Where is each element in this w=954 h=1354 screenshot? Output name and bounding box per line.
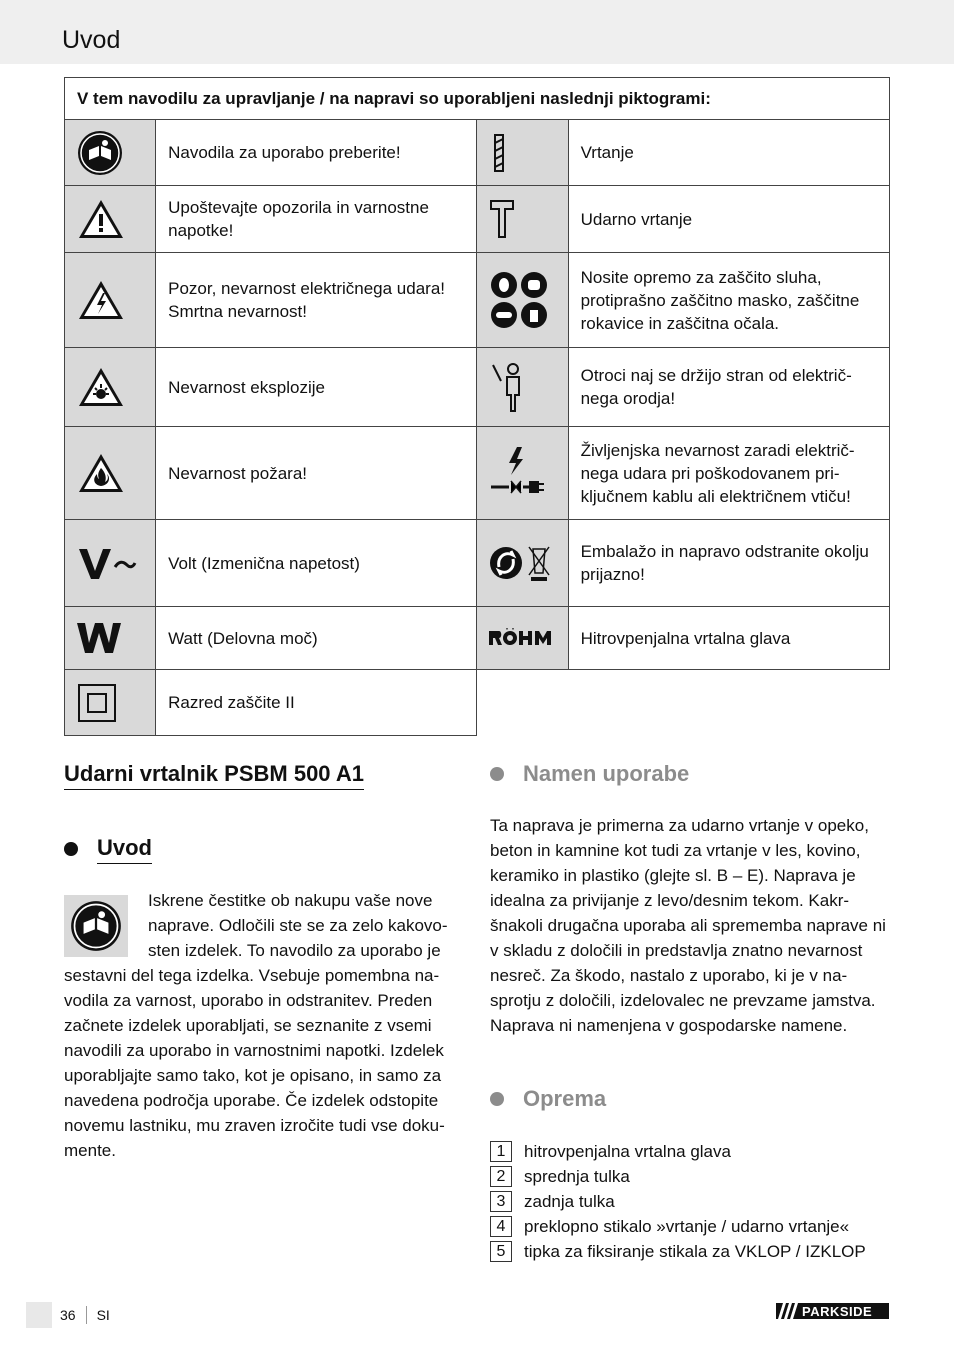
recycling-icon xyxy=(477,520,568,607)
item-number: 2 xyxy=(490,1166,512,1187)
intro-text: sestavni del tega izdelka. Vsebuje pomembna na-vodila za varnost, uporabo in odstranitev. Preden začnete izdelek uporabljati, se seznanite z vsemi navodili za uporabo in varnostnimi napotki. Izdelek uporabljajte samo tako, kot je opisano, in samo za navedena področja uporabe. Če izdelek odstopite novemu lastniku, mu zraven izročite tudi vse doku-mente. xyxy=(64,966,445,1160)
hammer-icon xyxy=(477,186,568,253)
brand-logo xyxy=(776,1303,889,1319)
product-title: Udarni vrtalnik PSBM 500 A1 xyxy=(64,761,364,790)
table-row xyxy=(65,520,890,607)
pictogram-label: Upoštevajte opozorila in varnostne napotke! xyxy=(156,186,477,253)
pictogram-label: Hitrovpenjalna vrtalna glava xyxy=(568,607,889,670)
footer-divider xyxy=(86,1306,87,1324)
warning-triangle-icon xyxy=(65,186,156,253)
list-item xyxy=(490,1139,866,1164)
page-footer xyxy=(60,1306,110,1324)
list-item xyxy=(490,1239,866,1264)
fire-icon xyxy=(65,427,156,520)
item-number: 4 xyxy=(490,1216,512,1237)
list-item xyxy=(490,1214,866,1239)
read-manual-icon xyxy=(64,895,128,957)
pictogram-label: Navodila za uporabo preberite! xyxy=(156,120,477,186)
protective-gear-icon xyxy=(477,253,568,348)
keep-children-away-icon xyxy=(477,348,568,427)
drill-bit-icon xyxy=(477,120,568,186)
pictogram-label: Vrtanje xyxy=(568,120,889,186)
bullet-icon xyxy=(490,1092,504,1106)
item-number: 1 xyxy=(490,1141,512,1162)
page-header xyxy=(0,0,954,64)
explosion-icon xyxy=(65,348,156,427)
pictogram-table xyxy=(64,77,890,736)
equipment-heading: Oprema xyxy=(523,1086,607,1111)
table-row xyxy=(65,120,890,186)
item-text: zadnja tulka xyxy=(524,1191,615,1211)
item-number: 3 xyxy=(490,1191,512,1212)
item-number: 5 xyxy=(490,1241,512,1262)
item-text: tipka za fiksiranje stikala za VKLOP / IZKLOP xyxy=(524,1241,866,1261)
table-heading: V tem navodilu za upravljanje / na napravi so uporabljeni naslednji piktogrami: xyxy=(65,78,890,120)
protection-class-ii-icon xyxy=(65,670,156,736)
page-number: 36 xyxy=(60,1307,76,1323)
brand-stripes-icon xyxy=(776,1303,798,1319)
watt-icon xyxy=(65,607,156,670)
volt-ac-icon xyxy=(65,520,156,607)
language-code: SI xyxy=(96,1307,110,1323)
bullet-icon xyxy=(64,842,78,856)
pictogram-label: Udarno vrtanje xyxy=(568,186,889,253)
table-row xyxy=(65,607,890,670)
rohm-logo-icon xyxy=(477,607,568,670)
pictogram-label: Pozor, nevarnost električnega udara! Smrtna nevarnost! xyxy=(156,253,477,348)
item-text: sprednja tulka xyxy=(524,1166,630,1186)
list-item xyxy=(490,1164,866,1189)
item-text: hitrovpenjalna vrtalna glava xyxy=(524,1141,731,1161)
table-row xyxy=(65,348,890,427)
list-item xyxy=(490,1189,866,1214)
table-row xyxy=(65,186,890,253)
pictogram-label: Življenjska nevarnost zaradi električ-nega udara pri poškodovanem pri-ključnem kablu ali električnem vtiču! xyxy=(568,427,889,520)
pictogram-label: Nevarnost požara! xyxy=(156,427,477,520)
electric-shock-icon xyxy=(65,253,156,348)
table-row xyxy=(65,253,890,348)
footer-marker xyxy=(26,1302,52,1328)
intro-heading: Uvod xyxy=(97,835,152,864)
pictogram-label: Nevarnost eksplozije xyxy=(156,348,477,427)
page-title: Uvod xyxy=(62,26,121,54)
table-row xyxy=(65,427,890,520)
pictogram-label: Watt (Delovna moč) xyxy=(156,607,477,670)
pictogram-label: Embalažo in napravo odstranite okolju prijazno! xyxy=(568,520,889,607)
item-text: preklopno stikalo »vrtanje / udarno vrtanje« xyxy=(524,1216,850,1236)
pictogram-label: Razred zaščite II xyxy=(156,670,477,736)
brand-name: PARKSIDE xyxy=(802,1303,873,1319)
read-manual-icon xyxy=(65,120,156,186)
pictogram-label: Otroci naj se držijo stran od električ-nega orodja! xyxy=(568,348,889,427)
purpose-heading: Namen uporabe xyxy=(523,761,690,786)
pictogram-label: Nosite opremo za zaščito sluha, protiprašno zaščitno masko, zaščitne rokavice in zaščitna očala. xyxy=(568,253,889,348)
table-row xyxy=(65,670,890,736)
equipment-list xyxy=(490,1139,866,1264)
pictogram-label: Volt (Izmenična napetost) xyxy=(156,520,477,607)
intro-text-first: Iskrene čestitke ob nakupu vaše nove naprave. Odločili ste se za zelo kakovo-sten izdelek. To navodilo za uporabo je xyxy=(148,891,448,960)
bullet-icon xyxy=(490,767,504,781)
purpose-text: Ta naprava je primerna za udarno vrtanje v opeko, beton in kamnine kot tudi za vrtanje v les, kovino, keramiko in plastiko (glejte sl. B – E). Naprava je idealna za privijanje z levo/desnim tekom. Kakr-šnakoli drugačna uporaba ali sprememba naprave ni v skladu z določili in predstavlja znatno nevarnost nesreč. Za škodo, nastalo z uporabo, ki je v na-sprotju z določili, izdelovalec ne prevzame jamstva. Naprava ni namenjena v gospodarske namene. xyxy=(490,816,886,1035)
damaged-cable-icon xyxy=(477,427,568,520)
